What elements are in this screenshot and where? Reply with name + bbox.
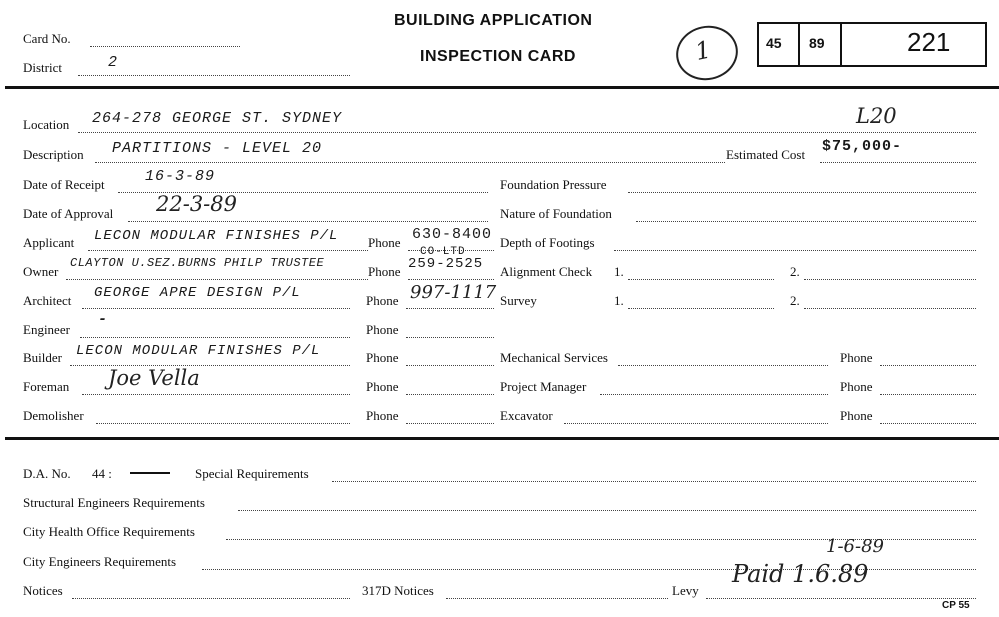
applicant-phone-label: Phone (368, 235, 401, 250)
owner-value[interactable]: CLAYTON U.SEZ.BURNS PHILP TRUSTEE (70, 256, 325, 270)
mechanical-phone-line[interactable] (880, 365, 976, 366)
architect-line (82, 308, 350, 309)
mechanical-phone-label: Phone (840, 350, 873, 365)
applicant-value[interactable]: LECON MODULAR FINISHES P/L (94, 228, 339, 244)
estimated-cost-label: Estimated Cost (726, 147, 806, 162)
description-line (95, 162, 725, 163)
excavator-phone-line[interactable] (880, 423, 976, 424)
location-line (78, 132, 976, 133)
da-dash (130, 472, 170, 474)
da-label: D.A. No. (23, 466, 71, 481)
location-label: Location (23, 117, 70, 132)
special-line[interactable] (332, 481, 976, 482)
demolisher-phone-line[interactable] (406, 423, 494, 424)
description-label: Description (23, 147, 84, 162)
box-b[interactable]: 89 (809, 35, 825, 51)
date-approval-label: Date of Approval (23, 206, 114, 221)
date-approval-value[interactable]: 22-3-89 (156, 192, 237, 216)
owner-phone-value[interactable]: 259-2525 (408, 256, 484, 272)
circled-number-text: 1 (692, 35, 714, 67)
notices-317d-label: 317D Notices (362, 583, 434, 598)
excavator-label: Excavator (500, 408, 553, 423)
levy-line (706, 598, 976, 599)
estimated-cost-value[interactable]: $75,000- (822, 138, 903, 155)
engineers-note: 1-6-89 (826, 536, 884, 557)
engineer-value[interactable]: - (98, 311, 109, 328)
district-line (78, 75, 350, 76)
demolisher-line[interactable] (96, 423, 350, 424)
foundation-pressure-line[interactable] (628, 192, 976, 193)
alignment-label: Alignment Check (500, 264, 593, 279)
project-manager-line[interactable] (600, 394, 828, 395)
architect-phone-line (406, 308, 494, 309)
header-rule (5, 86, 999, 89)
alignment-1-line[interactable] (628, 279, 774, 280)
architect-phone-value[interactable]: 997-1117 (410, 282, 497, 303)
circled-number (671, 20, 743, 86)
card-no-line[interactable] (90, 46, 240, 47)
applicant-line (88, 250, 368, 251)
owner-phone-label: Phone (368, 264, 401, 279)
architect-phone-label: Phone (366, 293, 399, 308)
demolisher-phone-label: Phone (366, 408, 399, 423)
nature-foundation-label: Nature of Foundation (500, 206, 612, 221)
survey-1-label: 1. (614, 293, 624, 308)
description-value[interactable]: PARTITIONS - LEVEL 20 (112, 140, 323, 157)
owner-label: Owner (23, 264, 59, 279)
depth-footings-label: Depth of Footings (500, 235, 595, 250)
owner-note: CO-LTD (420, 246, 466, 258)
special-label: Special Requirements (195, 466, 309, 481)
notices-317d-line[interactable] (446, 598, 668, 599)
box-divider-1 (798, 22, 800, 65)
applicant-phone-value[interactable]: 630-8400 (412, 226, 493, 243)
district-label: District (23, 60, 62, 75)
date-receipt-label: Date of Receipt (23, 177, 105, 192)
card-no-label: Card No. (23, 31, 71, 46)
estimated-cost-line (820, 162, 976, 163)
architect-value[interactable]: GEORGE APRE DESIGN P/L (94, 285, 301, 301)
foreman-line (82, 394, 350, 395)
box-a[interactable]: 45 (766, 35, 782, 51)
foreman-phone-label: Phone (366, 379, 399, 394)
structural-label: Structural Engineers Requirements (23, 495, 205, 510)
notices-line[interactable] (72, 598, 350, 599)
box-number[interactable]: 221 (907, 27, 951, 57)
owner-line (66, 279, 368, 280)
health-label: City Health Office Requirements (23, 524, 195, 539)
owner-phone-line (408, 279, 494, 280)
da-value[interactable]: 44 : (92, 466, 112, 481)
builder-phone-line[interactable] (406, 365, 494, 366)
card-number-box (757, 22, 987, 67)
survey-2-line[interactable] (804, 308, 976, 309)
date-receipt-value[interactable]: 16-3-89 (145, 168, 216, 185)
builder-label: Builder (23, 350, 62, 365)
date-approval-line (128, 221, 488, 222)
demolisher-label: Demolisher (23, 408, 84, 423)
notices-label: Notices (23, 583, 63, 598)
foreman-label: Foreman (23, 379, 70, 394)
form-code: CP 55 (942, 600, 970, 611)
location-note: L20 (856, 104, 897, 128)
alignment-1-label: 1. (614, 264, 624, 279)
engineer-phone-label: Phone (366, 322, 399, 337)
engineers-label: City Engineers Requirements (23, 554, 177, 569)
district-value[interactable]: 2 (108, 54, 119, 71)
project-manager-phone-line[interactable] (880, 394, 976, 395)
engineer-line (80, 337, 350, 338)
builder-phone-label: Phone (366, 350, 399, 365)
levy-value[interactable]: Paid 1.6.89 (732, 560, 869, 588)
applicant-label: Applicant (23, 235, 75, 250)
survey-2-label: 2. (790, 293, 800, 308)
section-rule (5, 437, 999, 440)
foundation-pressure-label: Foundation Pressure (500, 177, 607, 192)
foreman-value[interactable]: Joe Vella (108, 366, 200, 390)
excavator-line[interactable] (564, 423, 828, 424)
architect-label: Architect (23, 293, 72, 308)
project-manager-label: Project Manager (500, 379, 587, 394)
builder-value[interactable]: LECON MODULAR FINISHES P/L (76, 343, 321, 359)
excavator-phone-label: Phone (840, 408, 873, 423)
location-value[interactable]: 264-278 GEORGE ST. SYDNEY (92, 110, 343, 127)
engineer-phone-line[interactable] (406, 337, 494, 338)
project-manager-phone-label: Phone (840, 379, 873, 394)
structural-line[interactable] (238, 510, 976, 511)
nature-foundation-line[interactable] (636, 221, 976, 222)
survey-label: Survey (500, 293, 537, 308)
form-subtitle: INSPECTION CARD (420, 48, 576, 65)
foreman-phone-line[interactable] (406, 394, 494, 395)
form-title: BUILDING APPLICATION (394, 12, 593, 29)
mechanical-label: Mechanical Services (500, 350, 608, 365)
survey-1-line[interactable] (628, 308, 774, 309)
box-divider-2 (840, 22, 842, 65)
alignment-2-line[interactable] (804, 279, 976, 280)
alignment-2-label: 2. (790, 264, 800, 279)
levy-label: Levy (672, 583, 699, 598)
depth-footings-line[interactable] (614, 250, 976, 251)
engineer-label: Engineer (23, 322, 70, 337)
mechanical-line[interactable] (618, 365, 828, 366)
